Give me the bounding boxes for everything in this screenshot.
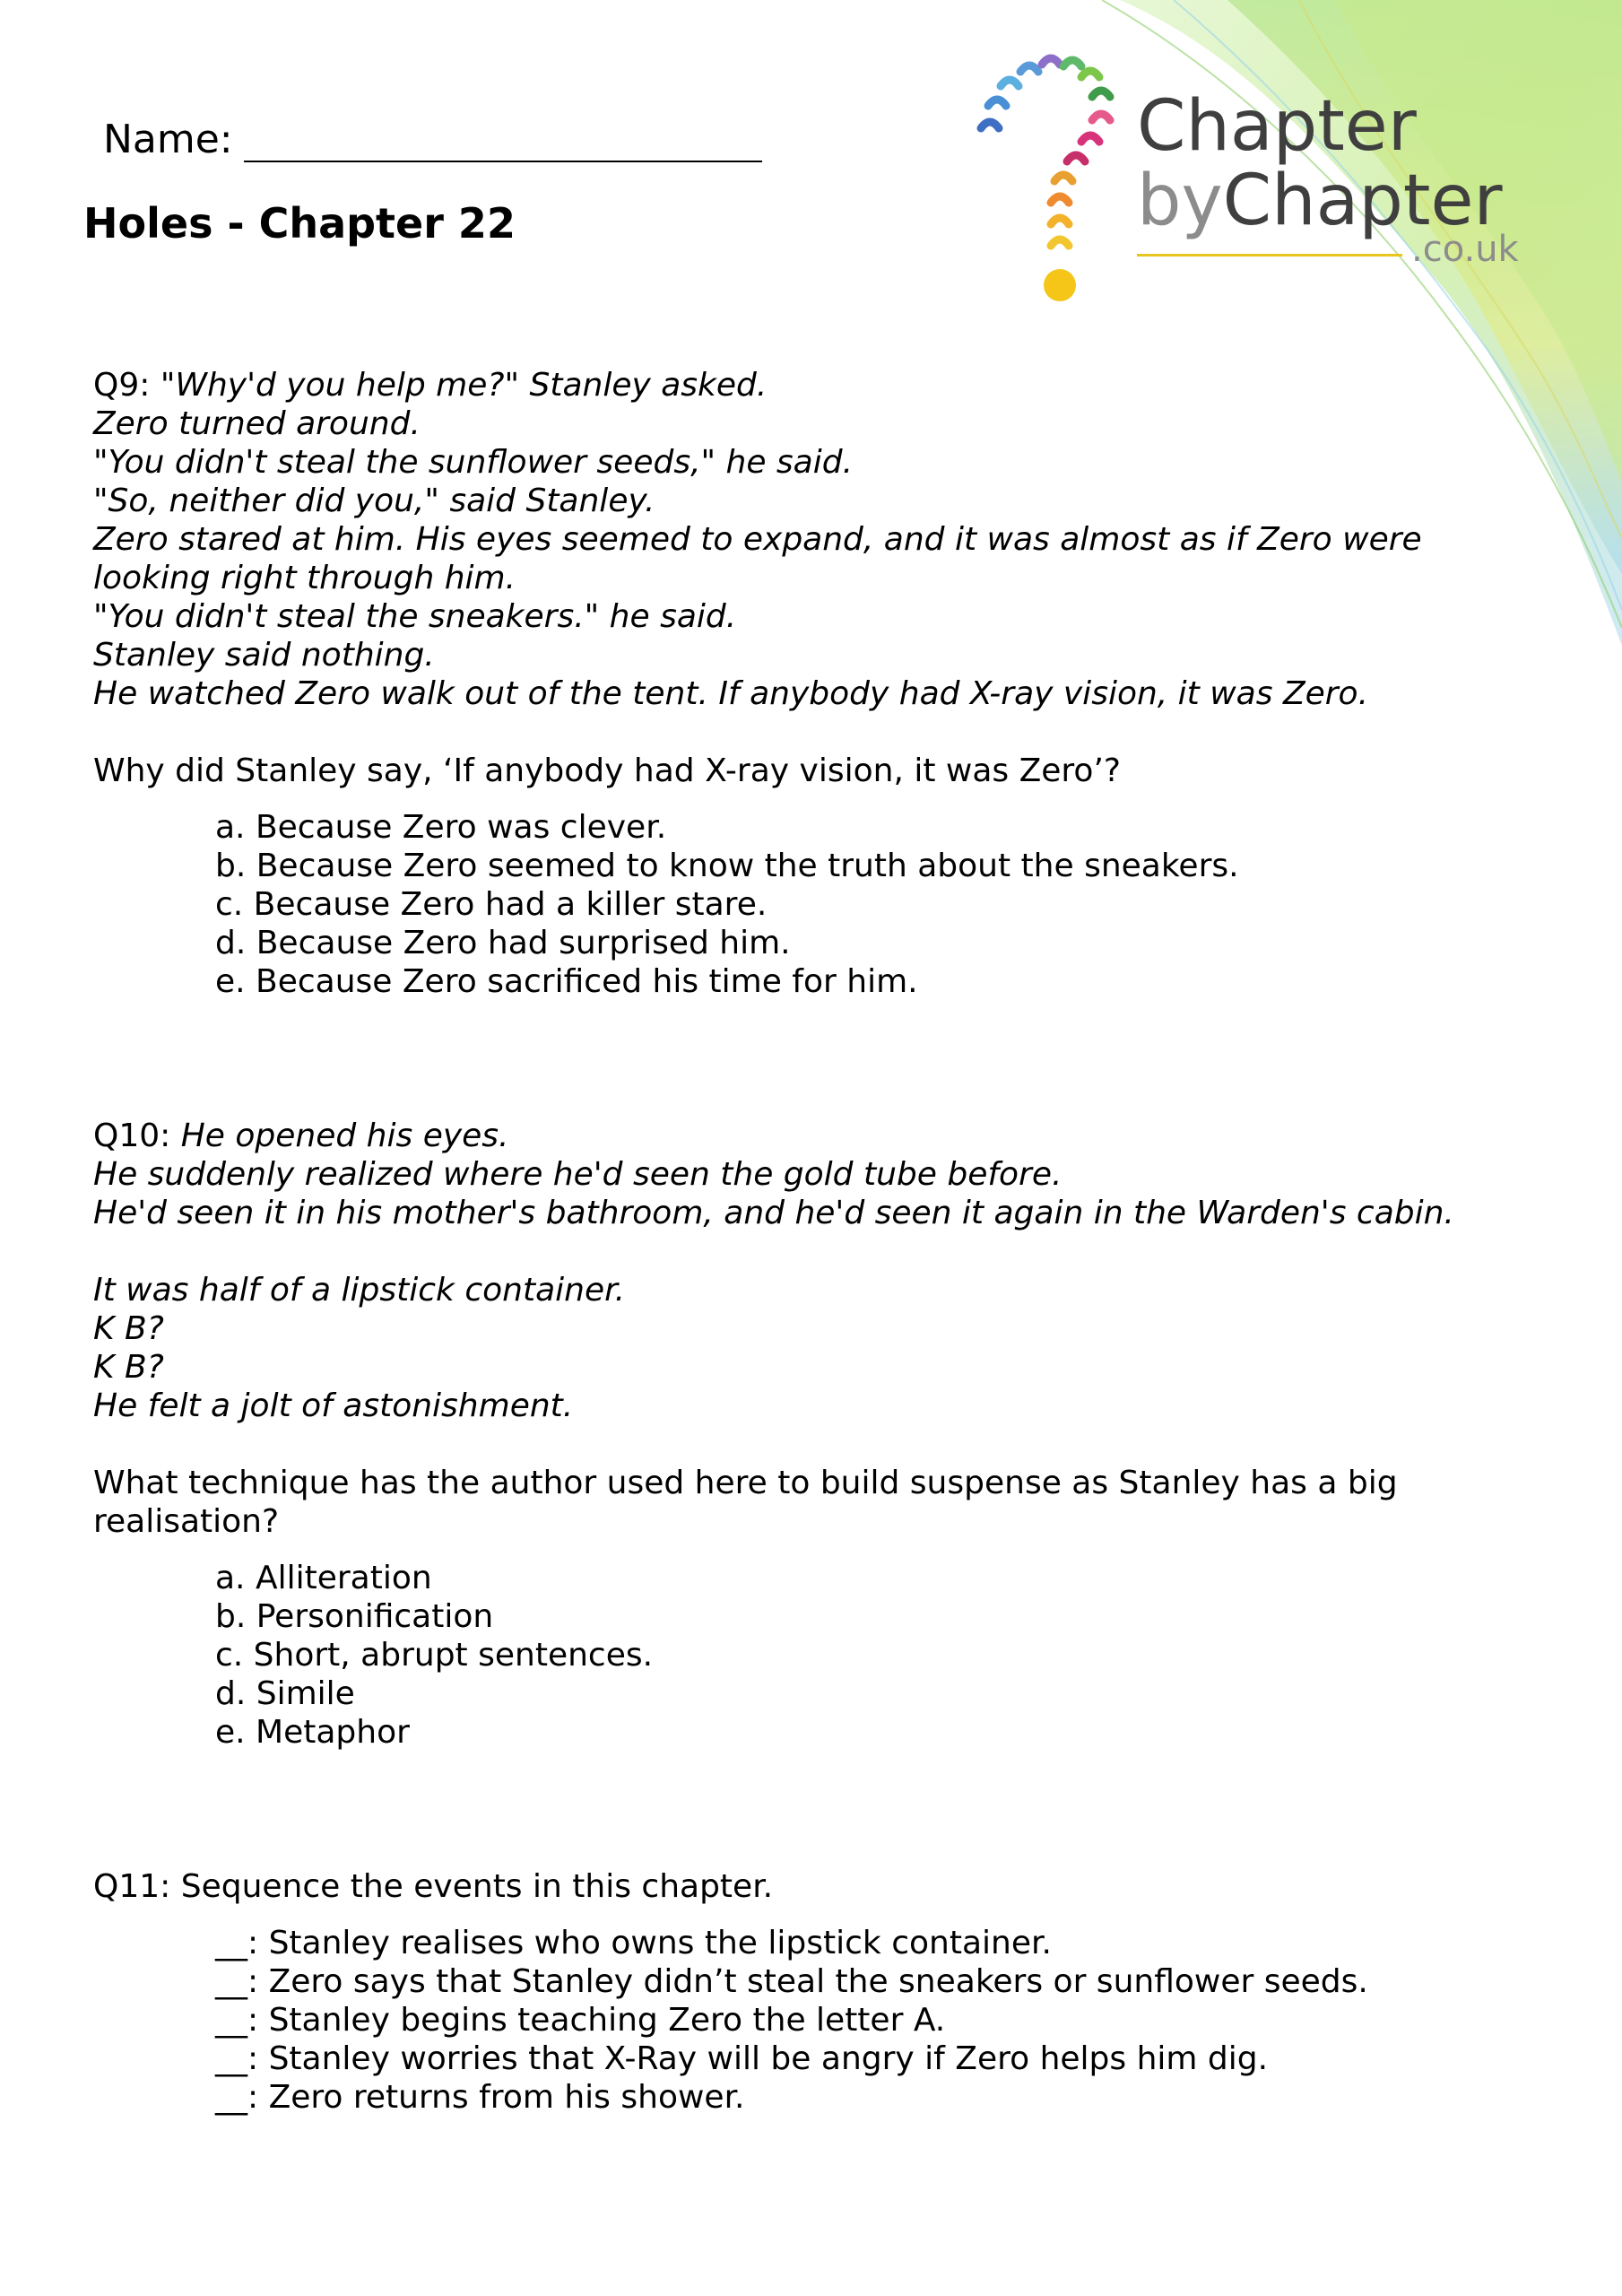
- q9-option-b[interactable]: b. Because Zero seemed to know the truth about the sneakers.: [215, 848, 1239, 884]
- q9-extract-line: "You didn't steal the sneakers." he said.: [93, 598, 737, 635]
- q9-option-e[interactable]: e. Because Zero sacrificed his time for him.: [215, 963, 918, 1000]
- q11-item[interactable]: __: Zero says that Stanley didn’t steal the sneakers or sunflower seeds.: [215, 1963, 1368, 2000]
- q11-item[interactable]: __: Stanley worries that X-Ray will be angry if Zero helps him dig.: [215, 2040, 1269, 2077]
- q11-question: Q11: Sequence the events in this chapter.: [93, 1868, 774, 1905]
- question-10: [93, 1117, 1528, 1752]
- q10-option-c[interactable]: c. Short, abrupt sentences.: [215, 1637, 654, 1674]
- question-9: [93, 366, 1528, 1001]
- q10-extract-line: Q10: He opened his eyes.: [93, 1118, 509, 1154]
- worksheet-content: [93, 366, 1528, 2117]
- q9-option-a[interactable]: a. Because Zero was clever.: [215, 809, 667, 846]
- q9-extract-line: Zero turned around.: [93, 405, 421, 442]
- q11-item[interactable]: __: Stanley begins teaching Zero the letter A.: [215, 2002, 946, 2039]
- name-blank-line[interactable]: [244, 121, 762, 162]
- q9-options: [215, 808, 1528, 1001]
- q10-option-b[interactable]: b. Personification: [215, 1598, 494, 1635]
- logo-domain: .co.uk: [1411, 229, 1519, 270]
- q9-extract-line: "So, neither did you," said Stanley.: [93, 483, 655, 519]
- q11-label: Q11:: [93, 1868, 171, 1905]
- q10-extract-line: He'd seen it in his mother's bathroom, and he'd seen it again in the Warden's cabin.: [93, 1195, 1454, 1231]
- q10-question-cont: realisation?: [93, 1503, 280, 1540]
- q9-label: Q9:: [93, 367, 151, 404]
- q9-extract-line: He watched Zero walk out of the tent. If anybody had X-ray vision, it was Zero.: [93, 675, 1369, 712]
- q9-extract-line: Stanley said nothing.: [93, 637, 435, 674]
- q10-options: [215, 1559, 1528, 1752]
- q9-extract-line: Q9: "Why'd you help me?" Stanley asked.: [93, 367, 768, 404]
- q9-option-d[interactable]: d. Because Zero had surprised him.: [215, 925, 791, 961]
- q11-item[interactable]: __: Zero returns from his shower.: [215, 2079, 745, 2116]
- q9-extract-line: looking right through him.: [93, 560, 516, 596]
- q10-extract-line: K B?: [93, 1349, 164, 1386]
- q10-extract-line: He suddenly realized where he'd seen the gold tube before.: [93, 1156, 1063, 1193]
- q10-label: Q10:: [93, 1118, 171, 1154]
- q9-option-c[interactable]: c. Because Zero had a killer stare.: [215, 886, 768, 923]
- q10-option-e[interactable]: e. Metaphor: [215, 1714, 410, 1751]
- question-11: [93, 1867, 1528, 2117]
- logo-underline: [1137, 254, 1402, 257]
- name-field-row: [103, 117, 762, 162]
- q9-extract-line: "You didn't steal the sunflower seeds," he said.: [93, 444, 854, 481]
- name-label: Name:: [103, 117, 233, 162]
- logo-word-chapter: Chapter: [1137, 86, 1417, 167]
- page-title: Holes - Chapter 22: [83, 199, 516, 248]
- q10-option-d[interactable]: d. Simile: [215, 1675, 355, 1712]
- q11-sequence-items: [215, 1924, 1528, 2117]
- q9-extract-line: Zero stared at him. His eyes seemed to expand, and it was almost as if Zero were: [93, 521, 1422, 558]
- q9-question: Why did Stanley say, ‘If anybody had X-ray vision, it was Zero’?: [93, 752, 1121, 789]
- q10-question: What technique has the author used here to build suspense as Stanley has a big: [93, 1465, 1398, 1501]
- logo-word-by: by: [1137, 161, 1223, 241]
- q10-extract-line: It was half of a lipstick container.: [93, 1272, 626, 1309]
- logo-word-by-chapter: [1137, 161, 1503, 241]
- logo-word-chapter-second: Chapter: [1222, 161, 1503, 241]
- q10-extract-line: K B?: [93, 1310, 164, 1347]
- q10-option-a[interactable]: a. Alliteration: [215, 1560, 432, 1596]
- q11-item[interactable]: __: Stanley realises who owns the lipstick container.: [215, 1925, 1052, 1961]
- q10-extract-line: He felt a jolt of astonishment.: [93, 1387, 574, 1424]
